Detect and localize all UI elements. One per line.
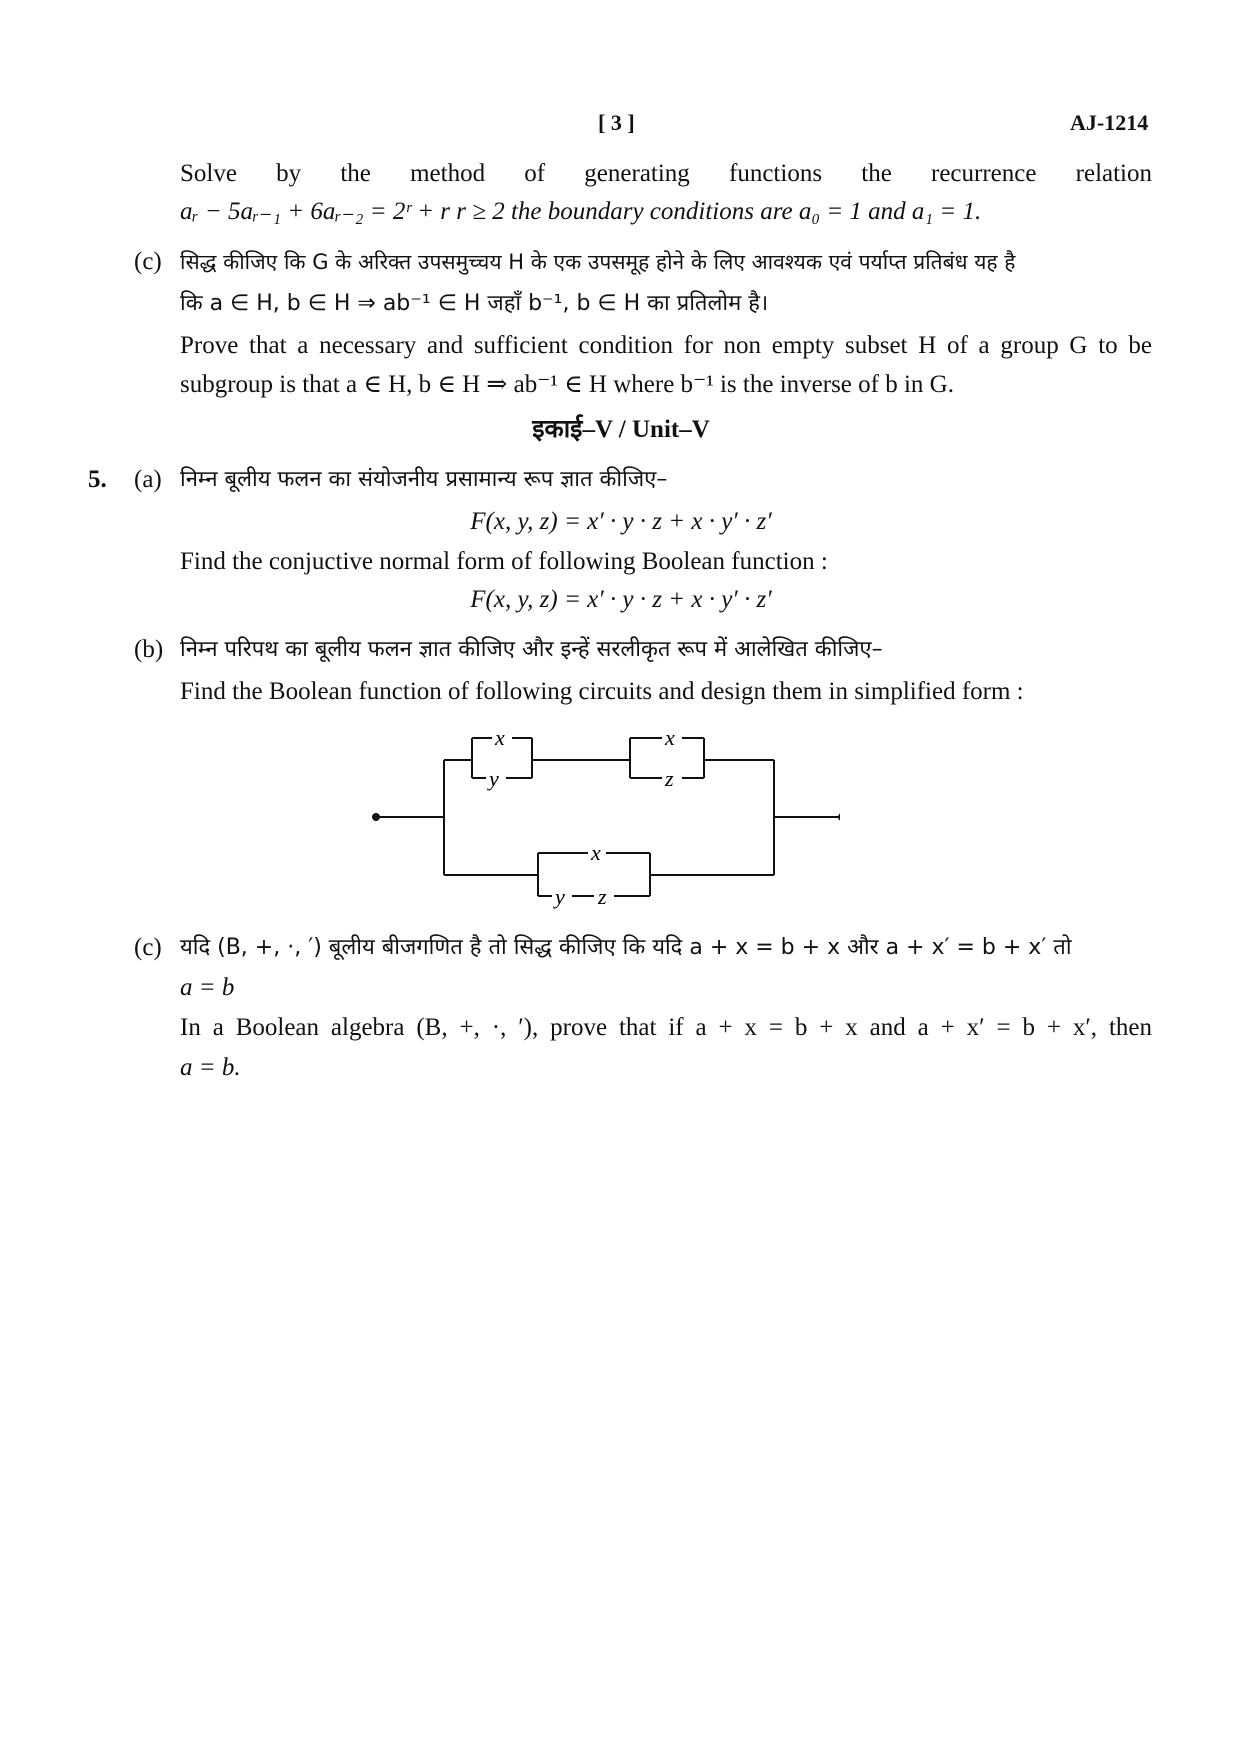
q5b-label: (b) bbox=[134, 636, 164, 663]
q5a-formula: F(x, y, z) = x′ · y · z + x · y′ · z′ bbox=[470, 508, 772, 535]
switch-label-y2: y bbox=[555, 884, 565, 909]
switch-label-x2: x bbox=[665, 725, 675, 750]
switch-label-x1: x bbox=[495, 725, 505, 750]
page-number: [ 3 ] bbox=[598, 110, 635, 135]
q4b-line1: Solve by the method of generating functions the recurrence relation bbox=[180, 160, 1152, 187]
q5c-label: (c) bbox=[134, 934, 162, 961]
switch-label-z1: z bbox=[665, 766, 674, 791]
q4c-english-line1: Prove that a necessary and sufficient condition for non empty subset H of a group G to be bbox=[180, 332, 1152, 359]
q4c-english-line2: subgroup is that a ∈ H, b ∈ H ⇒ ab⁻¹ ∈ H where b⁻¹ is the inverse of b in G. bbox=[180, 371, 954, 398]
q4c-hindi-line2: कि a ∈ H, b ∈ H ⇒ ab⁻¹ ∈ H जहाँ b⁻¹, b ∈ H का प्रतिलोम है। bbox=[180, 291, 769, 316]
q5c-english-line1: In a Boolean algebra (B, +, ·, ′), prove that if a + x = b + x and a + x′ = b + x′, then bbox=[180, 1014, 1152, 1041]
q5a-label: (a) bbox=[134, 466, 162, 493]
paper-code: AJ-1214 bbox=[1070, 110, 1149, 135]
q5a-english: Find the conjuctive normal form of following Boolean function : bbox=[180, 548, 828, 575]
q5c-english-line2: a = b. bbox=[180, 1054, 241, 1081]
q5-number: 5. bbox=[88, 466, 107, 493]
q5c-hindi-line2: a = b bbox=[180, 974, 235, 1001]
switching-circuit-diagram bbox=[360, 720, 840, 910]
q5b-english: Find the Boolean function of following circuits and design them in simplified form : bbox=[180, 678, 1024, 705]
q4c-label: (c) bbox=[134, 248, 162, 275]
q5c-hindi-line1: यदि (B, +, ·, ′) बूलीय बीजगणित है तो सिद्ध कीजिए कि यदि a + x = b + x और a + x′ = b + x′ तो bbox=[180, 935, 1072, 960]
switch-label-x3: x bbox=[591, 840, 601, 865]
q4b-line2: aᵣ − 5aᵣ₋₁ + 6aᵣ₋₂ = 2ʳ + r r ≥ 2 the boundary conditions are a₀ = 1 and a₁ = 1. bbox=[180, 198, 982, 225]
q5b-hindi: निम्न परिपथ का बूलीय फलन ज्ञात कीजिए और इन्हें सरलीकृत रूप में आलेखित कीजिए– bbox=[180, 637, 883, 662]
output-terminal bbox=[838, 813, 840, 821]
switch-label-y1: y bbox=[489, 766, 499, 791]
q5a-formula-english: F(x, y, z) = x′ · y · z + x · y′ · z′ bbox=[470, 586, 772, 613]
q5a-hindi: निम्न बूलीय फलन का संयोजनीय प्रसामान्य रूप ज्ञात कीजिए– bbox=[180, 467, 668, 492]
q4c-hindi-line1: सिद्ध कीजिए कि G के अरिक्त उपसमुच्चय H के एक उपसमूह होने के लिए आवश्यक एवं पर्याप्त प्रतिबंध यह है bbox=[180, 250, 1016, 274]
unit-heading: इकाई–V / Unit–V bbox=[532, 416, 710, 443]
input-terminal bbox=[372, 813, 380, 821]
switch-label-z2: z bbox=[598, 884, 607, 909]
